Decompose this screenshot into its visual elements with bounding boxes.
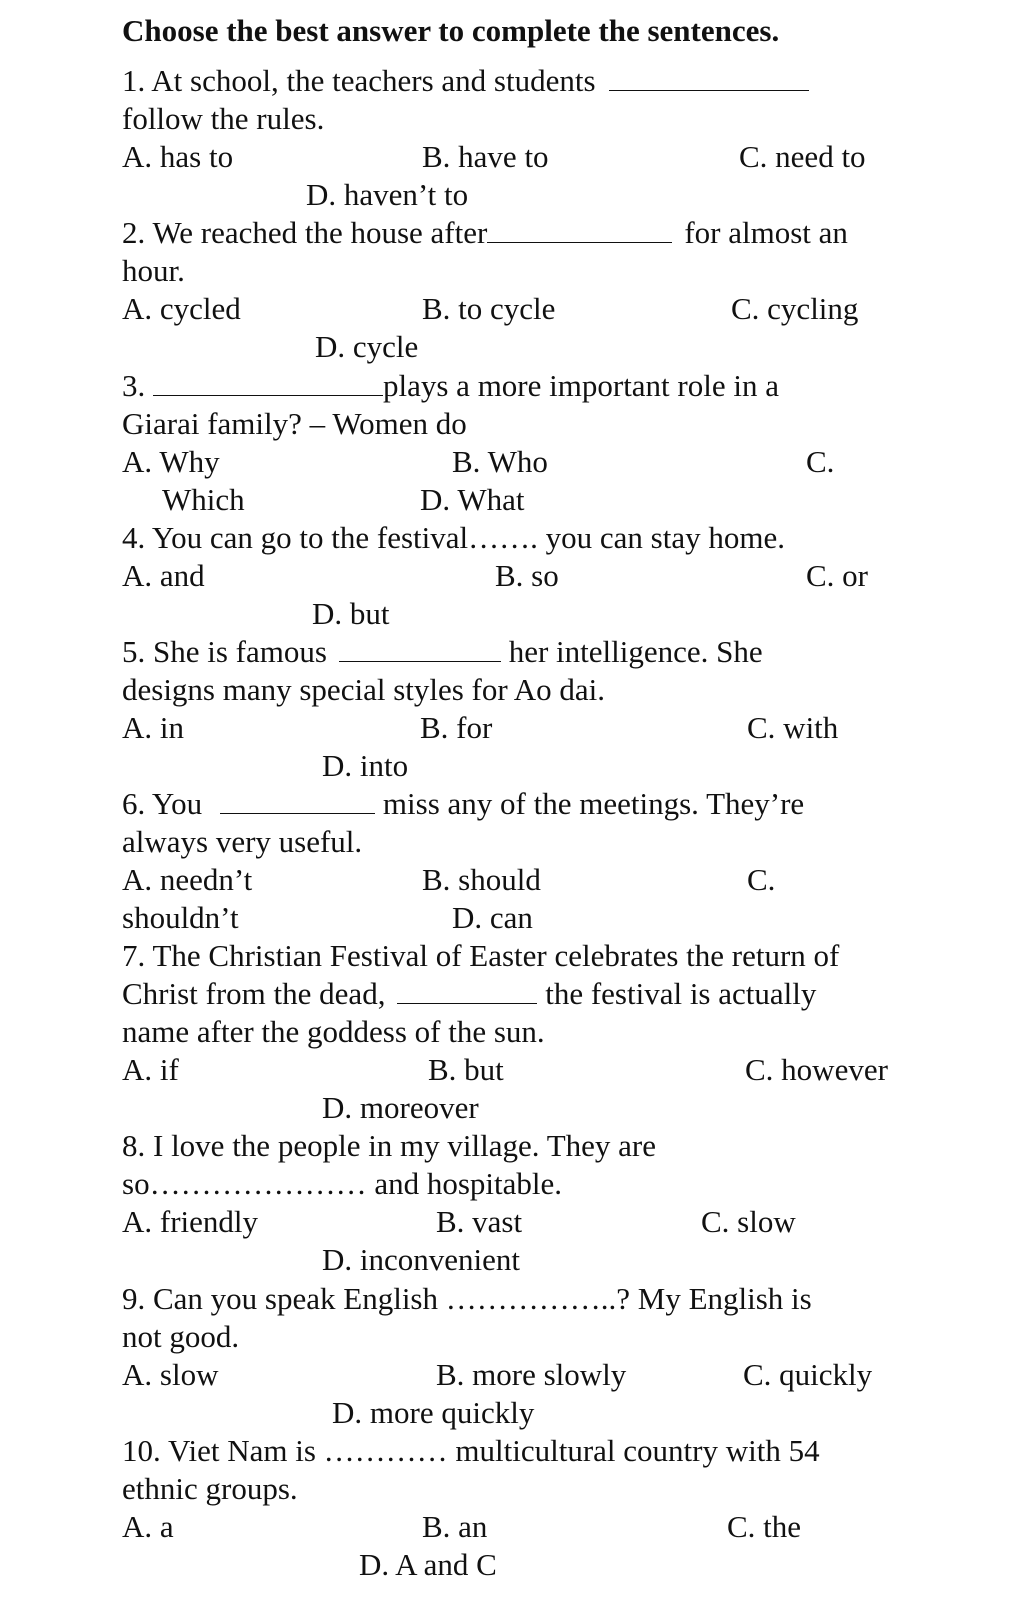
question-4-line-1: 4. You can go to the festival……. you can stay home. <box>122 520 785 555</box>
option-a: A. if <box>122 1052 179 1087</box>
question-8-line-1: 8. I love the people in my village. They are <box>122 1128 657 1163</box>
option-a: A. needn’t <box>122 862 253 897</box>
question-10-line-2: ethnic groups. <box>122 1471 298 1506</box>
question-8-line-2: so………………… and hospitable. <box>122 1166 562 1201</box>
option-b: B. vast <box>436 1204 523 1239</box>
question-number: 10. <box>122 1433 161 1468</box>
question-number: 7. <box>122 938 146 973</box>
option-a: A. has to <box>122 139 234 174</box>
option-c: C. <box>806 444 835 479</box>
option-c-continued: Which <box>162 482 245 517</box>
option-b: B. to cycle <box>422 291 556 326</box>
option-a: A. a <box>122 1509 174 1544</box>
option-c: C. slow <box>701 1204 796 1239</box>
answer-blank <box>339 635 501 662</box>
answer-blank <box>487 216 672 243</box>
option-d: D. but <box>312 596 390 631</box>
option-d: D. can <box>452 900 533 935</box>
question-number: 4. <box>122 520 146 555</box>
option-b: B. so <box>495 558 559 593</box>
answer-blank <box>153 369 383 396</box>
option-d: D. into <box>322 748 409 783</box>
question-7-line-2: Christ from the dead, the festival is actually <box>122 976 817 1011</box>
option-c: C. quickly <box>743 1357 873 1392</box>
option-c: C. with <box>747 710 839 745</box>
question-number: 8. <box>122 1128 146 1163</box>
question-number: 6. <box>122 786 146 821</box>
option-a: A. Why <box>122 444 220 479</box>
question-3-line-1: 3. plays a more important role in a <box>122 368 779 403</box>
question-5-line-2: designs many special styles for Ao dai. <box>122 672 605 707</box>
question-1-line-2: follow the rules. <box>122 101 325 136</box>
option-c: C. however <box>745 1052 888 1087</box>
question-number: 5. <box>122 634 146 669</box>
option-b: B. but <box>428 1052 504 1087</box>
option-d: D. more quickly <box>332 1395 535 1430</box>
question-number: 1. <box>122 63 146 98</box>
answer-blank <box>609 64 809 91</box>
option-a: A. friendly <box>122 1204 259 1239</box>
option-b: B. more slowly <box>436 1357 627 1392</box>
question-9-line-2: not good. <box>122 1319 240 1354</box>
question-number: 2. <box>122 215 146 250</box>
option-d: D. What <box>420 482 525 517</box>
option-c: C. the <box>727 1509 802 1544</box>
question-6-line-1: 6. You miss any of the meetings. They’re <box>122 786 805 821</box>
option-b: B. have to <box>422 139 549 174</box>
option-d: D. moreover <box>322 1090 479 1125</box>
answer-blank <box>220 787 375 814</box>
question-5-line-1: 5. She is famous her intelligence. She <box>122 634 763 669</box>
option-b: B. Who <box>452 444 548 479</box>
option-d: D. A and C <box>359 1547 497 1582</box>
option-c: C. need to <box>739 139 866 174</box>
question-7-line-1: 7. The Christian Festival of Easter celebrates the return of <box>122 938 840 973</box>
option-c: C. or <box>806 558 868 593</box>
option-c-continued: shouldn’t <box>122 900 239 935</box>
question-2-line-2: hour. <box>122 253 185 288</box>
option-d: D. haven’t to <box>306 177 469 212</box>
page-title: Choose the best answer to complete the sentences. <box>122 13 780 48</box>
option-a: A. and <box>122 558 205 593</box>
option-a: A. slow <box>122 1357 219 1392</box>
option-b: B. an <box>422 1509 488 1544</box>
question-3-line-2: Giarai family? – Women do <box>122 406 467 441</box>
option-b: B. should <box>422 862 541 897</box>
question-number: 9. <box>122 1281 146 1316</box>
option-b: B. for <box>420 710 493 745</box>
question-9-line-1: 9. Can you speak English ……………..? My English is <box>122 1281 812 1316</box>
option-d: D. cycle <box>315 329 419 364</box>
option-a: A. cycled <box>122 291 241 326</box>
option-a: A. in <box>122 710 184 745</box>
question-number: 3. <box>122 368 146 403</box>
question-10-line-1: 10. Viet Nam is ………… multicultural country with 54 <box>122 1433 820 1468</box>
option-c: C. <box>747 862 776 897</box>
option-d: D. inconvenient <box>322 1242 521 1277</box>
question-7-line-3: name after the goddess of the sun. <box>122 1014 545 1049</box>
question-2-line-1: 2. We reached the house after for almost an <box>122 215 848 250</box>
question-1-line-1: 1. At school, the teachers and students <box>122 62 809 101</box>
question-6-line-2: always very useful. <box>122 824 363 859</box>
option-c: C. cycling <box>731 291 859 326</box>
answer-blank <box>397 977 537 1004</box>
